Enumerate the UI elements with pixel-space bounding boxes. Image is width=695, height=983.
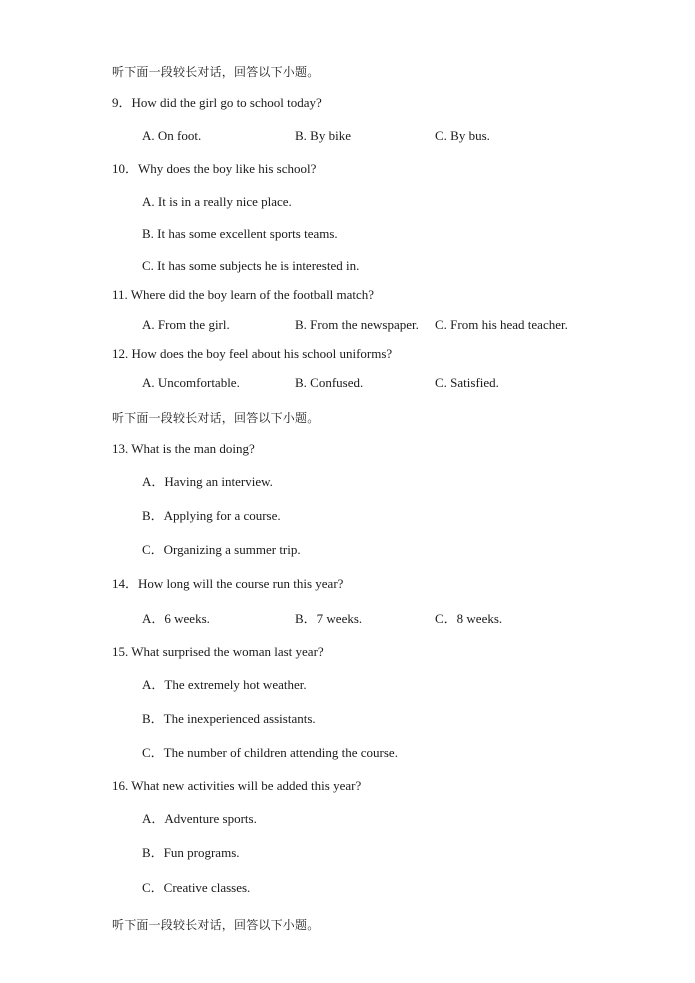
- question-11: 11. Where did the boy learn of the football match?: [112, 287, 375, 302]
- question-15-option-a: A．The extremely hot weather.: [142, 677, 307, 692]
- question-10: 10．Why does the boy like his school?: [112, 161, 317, 176]
- question-14-option-c: C．8 weeks.: [435, 611, 503, 626]
- question-14: 14．How long will the course run this year?: [112, 576, 344, 591]
- question-15: 15. What surprised the woman last year?: [112, 644, 324, 659]
- question-12-option-b: B. Confused.: [295, 375, 364, 390]
- question-11-option-c: C. From his head teacher.: [435, 317, 568, 332]
- question-9-option-c: C. By bus.: [435, 128, 490, 143]
- question-13-option-a: A．Having an interview.: [142, 474, 273, 489]
- question-9-option-b: B. By bike: [295, 128, 351, 143]
- question-12-option-c: C. Satisfied.: [435, 375, 499, 390]
- question-10-option-c: C. It has some subjects he is interested in.: [142, 258, 360, 273]
- section-instruction: 听下面一段较长对话，回答以下小题。: [112, 918, 320, 932]
- question-14-option-a: A．6 weeks.: [142, 611, 210, 626]
- question-10-option-a: A. It is in a really nice place.: [142, 194, 292, 209]
- question-16: 16. What new activities will be added this year?: [112, 778, 362, 793]
- question-11-option-b: B. From the newspaper.: [295, 317, 419, 332]
- question-13-option-c: C．Organizing a summer trip.: [142, 542, 301, 557]
- question-13-option-b: B．Applying for a course.: [142, 508, 281, 523]
- question-11-option-a: A. From the girl.: [142, 317, 230, 332]
- question-9-option-a: A. On foot.: [142, 128, 202, 143]
- question-16-option-a: A．Adventure sports.: [142, 811, 257, 826]
- question-12-option-a: A. Uncomfortable.: [142, 375, 240, 390]
- section-instruction: 听下面一段较长对话，回答以下小题。: [112, 411, 320, 425]
- question-10-option-b: B. It has some excellent sports teams.: [142, 226, 338, 241]
- question-16-option-b: B．Fun programs.: [142, 845, 240, 860]
- question-15-option-b: B．The inexperienced assistants.: [142, 711, 316, 726]
- question-14-option-b: B．7 weeks.: [295, 611, 363, 626]
- question-16-option-c: C．Creative classes.: [142, 880, 251, 895]
- question-9: 9．How did the girl go to school today?: [112, 95, 322, 110]
- section-instruction: 听下面一段较长对话，回答以下小题。: [112, 65, 320, 79]
- question-13: 13. What is the man doing?: [112, 441, 255, 456]
- question-12: 12. How does the boy feel about his school uniforms?: [112, 346, 393, 361]
- question-15-option-c: C．The number of children attending the course.: [142, 745, 398, 760]
